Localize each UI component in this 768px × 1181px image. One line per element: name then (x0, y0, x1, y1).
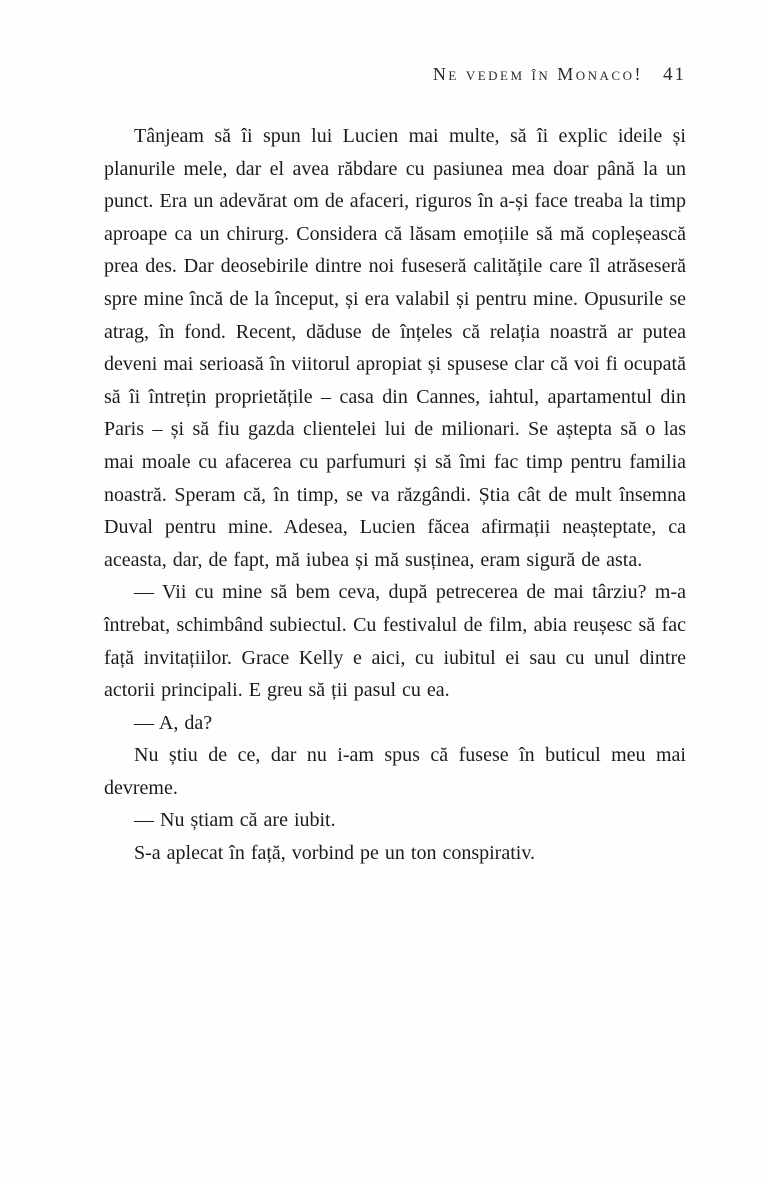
paragraph-dialogue: — A, da? (134, 711, 213, 734)
paragraph-narrative: S-a aplecat în față, vorbind pe un ton conspirativ. (134, 842, 536, 865)
paragraph-dialogue: — Nu știam că are iubit. (134, 809, 336, 832)
paragraph-narrative: Tânjeam să îi spun lui Lucien mai multe, să îi explic ideile și planurile mele, dar el avea răbdare cu pasiunea mea doar până la un punct. Era un adevărat om de afaceri, riguros în a-și face treaba la timp aproape ca un chirurg. Considera că lăsam emoțiile să mă copleșească prea des. Dar deosebirile dintre noi fuseseră calitățile care îl atrăseseră spre mine încă de la început, și era valabil și pentru mine. Opusurile se atrag, în fond. Recent, dăduse de înțeles că relația noastră ar putea deveni mai serioasă în viitorul apropiat și spusese clar că voi fi ocupată să îi întrețin proprietățile – casa din Cannes, iahtul, apartamentul din Paris – și să fiu gazda clientelei lui de milionari. Se aștepta să o las mai moale cu afacerea cu parfumuri și să îmi fac timp pentru familia noastră. Speram că, în timp, se va răzgândi. Știa cât de mult însemna Duval pentru mine. Adesea, Lucien făcea afirmații neașteptate, ca aceasta, dar, de fapt, mă iubea și mă susținea, eram sigură de asta. (104, 125, 686, 571)
page-header (104, 64, 686, 86)
running-title: Ne vedem în Monaco! (432, 64, 643, 84)
paragraph-dialogue: — Vii cu mine să bem ceva, după petrecerea de mai târziu? m-a întrebat, schimbând subiectul. Cu festivalul de film, abia reușesc să fac față invitațiilor. Grace Kelly e aici, cu iubitul ei sau cu unul dintre actorii principali. E greu să ții pasul cu ea. (104, 581, 686, 702)
page-number: 41 (663, 64, 686, 85)
paragraph-narrative: Nu știu de ce, dar nu i-am spus că fusese în buticul meu mai devreme. (104, 744, 686, 799)
page-body (104, 120, 686, 870)
